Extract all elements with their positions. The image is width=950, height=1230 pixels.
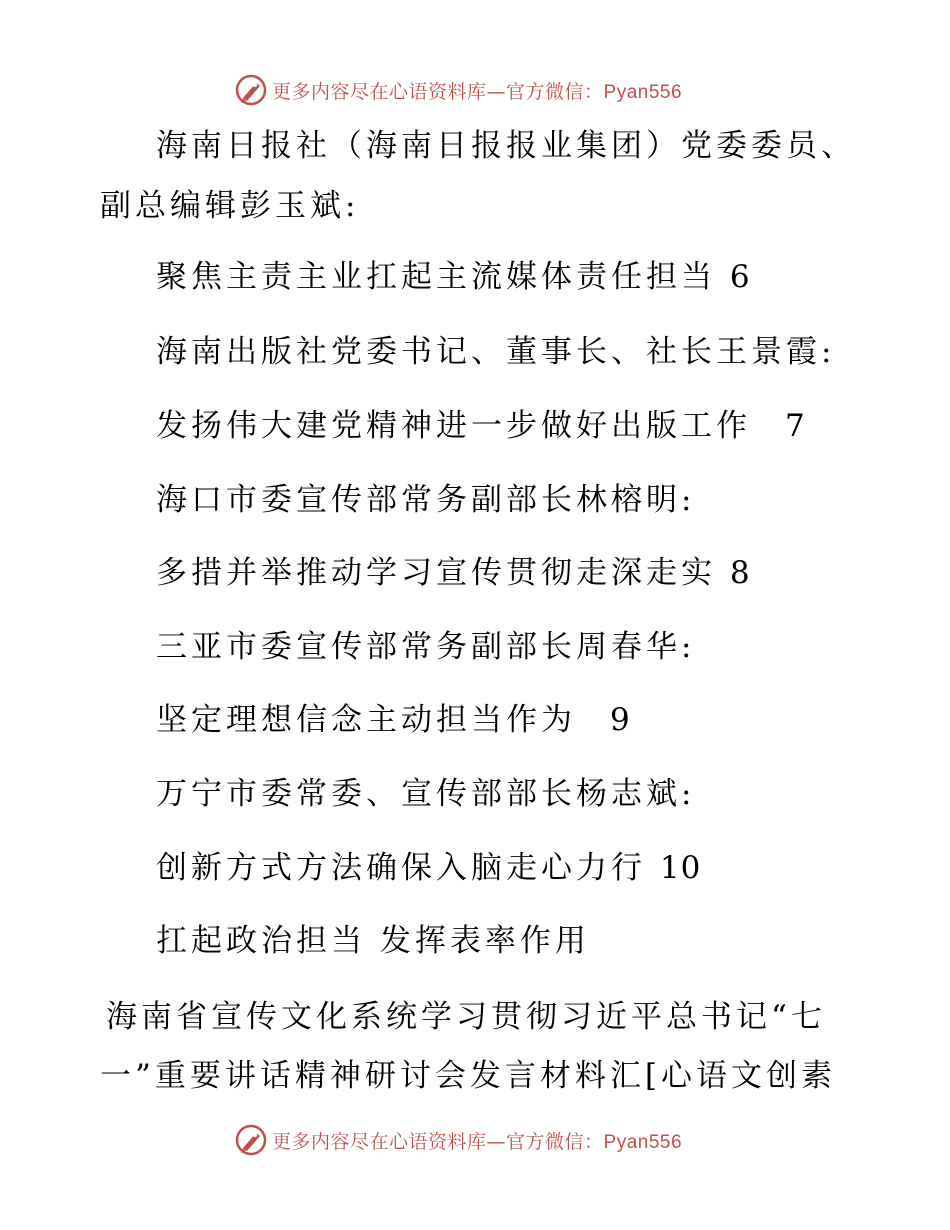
watermark-footer — [234, 1122, 754, 1158]
watermark-text: 更多内容尽在心语资料库—官方微信：Pyan556 — [272, 80, 683, 103]
toc-entry — [156, 257, 751, 297]
toc-entry-title: 多措并举推动学习宣传贯彻走深走实 — [156, 555, 716, 591]
toc-entry — [156, 700, 631, 740]
text-line: 万宁市委常委、宣传部部长杨志斌: — [156, 776, 696, 812]
text-line: 三亚市委宣传部常务副部长周春华: — [156, 629, 696, 665]
text-line: 一”重要讲话精神研讨会发言材料汇[心语文创素 — [100, 1058, 836, 1094]
watermark-header — [234, 72, 754, 108]
pen-logo-icon — [234, 1123, 268, 1157]
text-line: 副总编辑彭玉斌: — [100, 188, 360, 224]
text-line: 海南出版社党委书记、董事长、社长王景霞: — [156, 334, 836, 370]
text-line: 海南省宣传文化系统学习贯彻习近平总书记“七 — [106, 999, 826, 1035]
text-line: 海口市委宣传部常务副部长林榕明: — [156, 482, 696, 518]
toc-page-number: 10 — [659, 850, 702, 886]
toc-entry — [156, 406, 806, 446]
pen-logo-icon — [234, 73, 268, 107]
toc-page-number: 6 — [729, 259, 751, 295]
watermark-text: 更多内容尽在心语资料库—官方微信：Pyan556 — [272, 1130, 683, 1153]
toc-entry-title: 聚焦主责主业扛起主流媒体责任担当 — [156, 259, 716, 295]
toc-page-number: 7 — [785, 408, 806, 444]
text-line: 海南日报社（海南日报报业集团）党委委员、 — [156, 128, 856, 164]
text-line: 扛起政治担当 发挥表率作用 — [156, 923, 590, 959]
toc-entry — [156, 848, 701, 888]
toc-page-number: 8 — [729, 555, 751, 591]
toc-entry-title: 创新方式方法确保入脑走心力行 — [156, 850, 646, 886]
toc-entry-title: 发扬伟大建党精神进一步做好出版工作 — [156, 408, 751, 444]
toc-entry — [156, 553, 751, 593]
toc-entry-title: 坚定理想信念主动担当作为 — [156, 702, 576, 738]
toc-page-number: 9 — [610, 702, 631, 738]
